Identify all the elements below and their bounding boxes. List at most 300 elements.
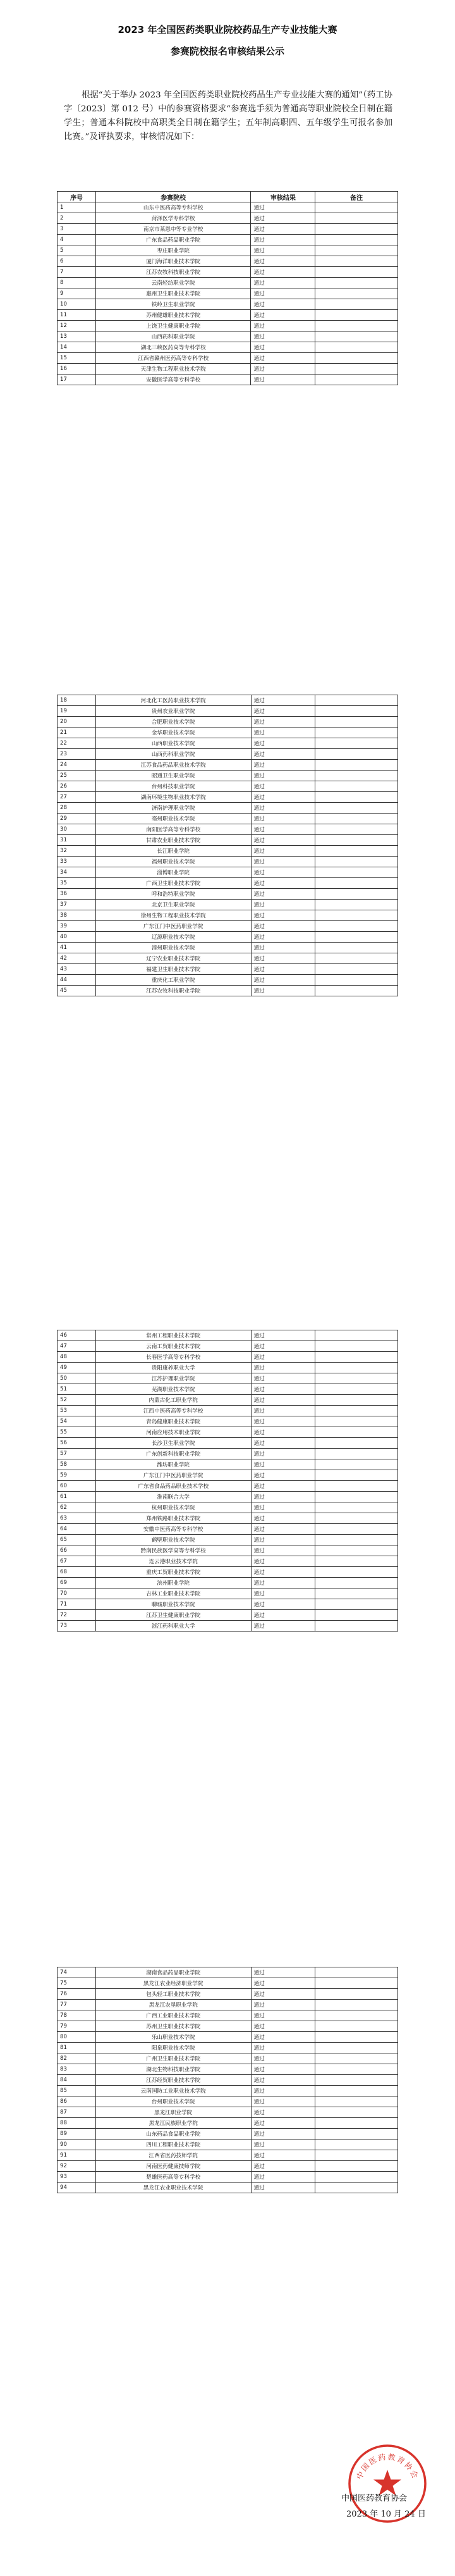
row-remark: [315, 1545, 398, 1556]
row-result: 通过: [251, 900, 315, 910]
row-remark: [315, 235, 398, 245]
row-index: 17: [58, 375, 96, 385]
results-table-page-4: [57, 1967, 398, 2193]
row-index: 37: [58, 900, 96, 910]
row-remark: [315, 2118, 398, 2129]
row-index: 86: [58, 2096, 96, 2107]
row-index: 38: [58, 910, 96, 921]
row-result: 通过: [251, 310, 315, 321]
row-school: 江苏农牧科技职业学院: [95, 986, 251, 996]
row-index: 47: [58, 1341, 96, 1352]
row-remark: [315, 932, 398, 943]
row-school: 山西药科职业学院: [95, 749, 251, 760]
row-index: 32: [58, 846, 96, 857]
row-remark: [315, 2010, 398, 2021]
row-remark: [315, 1524, 398, 1535]
row-index: 42: [58, 953, 96, 964]
row-remark: [315, 975, 398, 986]
row-result: 通过: [251, 1384, 315, 1395]
row-result: 通过: [251, 1978, 315, 1989]
row-result: 通过: [251, 921, 315, 932]
row-remark: [315, 846, 398, 857]
row-school: 漳州职业技术学院: [95, 943, 251, 953]
row-school: 山东药品食品职业学院: [95, 2129, 251, 2139]
table-row: [58, 1513, 398, 1524]
table-row: [58, 2075, 398, 2086]
row-remark: [315, 1384, 398, 1395]
row-index: 12: [58, 321, 96, 331]
table-row: [58, 2032, 398, 2043]
row-index: 68: [58, 1567, 96, 1578]
row-result: 通过: [251, 2096, 315, 2107]
row-result: 通过: [251, 2053, 315, 2064]
row-remark: [315, 1341, 398, 1352]
table-row: [58, 2150, 398, 2161]
row-remark: [315, 749, 398, 760]
row-remark: [315, 706, 398, 717]
row-index: 4: [58, 235, 96, 245]
row-school: 淮南联合大学: [95, 1492, 251, 1502]
row-result: 通过: [251, 910, 315, 921]
row-school: 南阳医学高等专科学校: [95, 824, 251, 835]
row-school: 苏州卫生职业技术学院: [95, 2021, 251, 2032]
row-index: 64: [58, 1524, 96, 1535]
table-row: [58, 2107, 398, 2118]
row-index: 31: [58, 835, 96, 846]
row-index: 44: [58, 975, 96, 986]
row-school: 聊城职业技术学院: [95, 1599, 251, 1610]
row-index: 83: [58, 2064, 96, 2075]
row-school: 常州工程职业技术学院: [95, 1330, 251, 1341]
row-result: 通过: [251, 717, 315, 728]
row-result: 通过: [251, 846, 315, 857]
row-index: 22: [58, 738, 96, 749]
row-index: 51: [58, 1384, 96, 1395]
row-result: 通过: [251, 986, 315, 996]
row-school: 河南医药健康技师学院: [95, 2161, 251, 2172]
table-row: [58, 1459, 398, 1470]
row-remark: [315, 1352, 398, 1363]
row-result: 通过: [251, 771, 315, 781]
row-school: 湖北三峡医药高等专科学校: [95, 342, 251, 353]
row-result: 通过: [251, 375, 315, 385]
row-index: 3: [58, 224, 96, 235]
row-remark: [315, 1459, 398, 1470]
row-remark: [315, 202, 398, 213]
row-result: 通过: [251, 1578, 315, 1588]
table-row: [58, 2010, 398, 2021]
row-result: 通过: [251, 1621, 315, 1632]
row-result: 通过: [251, 235, 315, 245]
row-result: 通过: [251, 964, 315, 975]
seal-text: 中国医药教育协会: [355, 2452, 420, 2481]
row-school: 长春医学高等专科学校: [95, 1352, 251, 1363]
row-index: 16: [58, 364, 96, 375]
row-index: 88: [58, 2118, 96, 2129]
row-remark: [315, 1578, 398, 1588]
row-index: 18: [58, 695, 96, 706]
row-remark: [315, 910, 398, 921]
row-school: 广东江门中医药职业学院: [95, 1470, 251, 1481]
row-school: 郑州铁路职业技术学院: [95, 1513, 251, 1524]
row-remark: [315, 2032, 398, 2043]
row-index: 85: [58, 2086, 96, 2096]
row-remark: [315, 1567, 398, 1578]
table-row: [58, 2139, 398, 2150]
row-index: 30: [58, 824, 96, 835]
table-row: [58, 921, 398, 932]
row-school: 云南工贸职业技术学院: [95, 1341, 251, 1352]
row-result: 通过: [251, 1373, 315, 1384]
row-remark: [315, 1556, 398, 1567]
table-row: [58, 889, 398, 900]
row-index: 25: [58, 771, 96, 781]
row-school: 台州科技职业学院: [95, 781, 251, 792]
row-result: 通过: [251, 814, 315, 824]
row-school: 江苏农牧科技职业学院: [95, 267, 251, 278]
row-index: 15: [58, 353, 96, 364]
signature-date: 2023 年 10 月 24 日: [346, 2510, 426, 2519]
row-school: 江西省赣州医药高等专科学校: [95, 353, 251, 364]
row-remark: [315, 1373, 398, 1384]
row-remark: [315, 824, 398, 835]
row-index: 43: [58, 964, 96, 975]
table-row: [58, 857, 398, 867]
table-row: [58, 846, 398, 857]
row-index: 34: [58, 867, 96, 878]
table-row: [58, 792, 398, 803]
table-row: [58, 932, 398, 943]
row-result: 通过: [251, 2032, 315, 2043]
row-index: 24: [58, 760, 96, 771]
row-result: 通过: [251, 1989, 315, 2000]
row-school: 山西职业技术学院: [95, 738, 251, 749]
table-row: [58, 321, 398, 331]
row-result: 通过: [251, 1556, 315, 1567]
row-remark: [315, 353, 398, 364]
row-remark: [315, 1588, 398, 1599]
table-row: [58, 278, 398, 288]
table-row: [58, 2043, 398, 2053]
table-row: [58, 814, 398, 824]
row-result: 通过: [251, 824, 315, 835]
row-index: 23: [58, 749, 96, 760]
table-row: [58, 1449, 398, 1459]
row-result: 通过: [251, 781, 315, 792]
table-row: [58, 256, 398, 267]
table-row: [58, 964, 398, 975]
table-row: [58, 760, 398, 771]
row-school: 亳州职业技术学院: [95, 814, 251, 824]
row-result: 通过: [251, 706, 315, 717]
row-remark: [315, 878, 398, 889]
row-remark: [315, 2064, 398, 2075]
row-index: 50: [58, 1373, 96, 1384]
row-index: 74: [58, 1967, 96, 1978]
row-index: 92: [58, 2161, 96, 2172]
row-remark: [315, 1438, 398, 1449]
row-school: 广西卫生职业技术学院: [95, 878, 251, 889]
table-row: [58, 2172, 398, 2183]
row-result: 通过: [251, 321, 315, 331]
row-result: 通过: [251, 1588, 315, 1599]
row-result: 通过: [251, 1352, 315, 1363]
row-result: 通过: [251, 889, 315, 900]
row-result: 通过: [251, 245, 315, 256]
page-title: 2023 年全国医药类职业院校药品生产专业技能大赛: [118, 24, 337, 35]
row-remark: [315, 1449, 398, 1459]
row-result: 通过: [251, 2010, 315, 2021]
row-remark: [315, 1470, 398, 1481]
row-remark: [315, 1621, 398, 1632]
table-row: [58, 2053, 398, 2064]
table-row: [58, 364, 398, 375]
row-school: 四川工程职业技术学院: [95, 2139, 251, 2150]
row-result: 通过: [251, 749, 315, 760]
row-school: 云南国防工业职业技术学院: [95, 2086, 251, 2096]
page-subtitle: 参赛院校报名审核结果公示: [170, 46, 284, 57]
row-school: 台州职业技术学院: [95, 2096, 251, 2107]
table-row: [58, 353, 398, 364]
row-remark: [315, 288, 398, 299]
row-remark: [315, 760, 398, 771]
table-row: [58, 1989, 398, 2000]
row-result: 通过: [251, 2021, 315, 2032]
row-result: 通过: [251, 342, 315, 353]
row-remark: [315, 342, 398, 353]
row-school: 黑龙江农业职业技术学院: [95, 2183, 251, 2193]
row-result: 通过: [251, 2064, 315, 2075]
row-result: 通过: [251, 1459, 315, 1470]
table-header-row: [58, 192, 398, 202]
row-remark: [315, 321, 398, 331]
row-remark: [315, 771, 398, 781]
table-row: [58, 1545, 398, 1556]
row-result: 通过: [251, 728, 315, 738]
row-result: 通过: [251, 1470, 315, 1481]
table-row: [58, 1363, 398, 1373]
row-remark: [315, 943, 398, 953]
row-index: 79: [58, 2021, 96, 2032]
row-remark: [315, 213, 398, 224]
row-index: 67: [58, 1556, 96, 1567]
row-remark: [315, 267, 398, 278]
table-row: [58, 1610, 398, 1621]
row-school: 广西工业职业技术学院: [95, 2010, 251, 2021]
row-result: 通过: [251, 867, 315, 878]
row-remark: [315, 2000, 398, 2010]
table-row: [58, 2129, 398, 2139]
table-row: [58, 706, 398, 717]
table-row: [58, 299, 398, 310]
row-school: 安徽医学高等专科学校: [95, 375, 251, 385]
row-school: 黑龙江农垦职业学院: [95, 2000, 251, 2010]
row-school: 鹤壁职业技术学院: [95, 1535, 251, 1545]
row-remark: [315, 1513, 398, 1524]
row-index: 80: [58, 2032, 96, 2043]
row-remark: [315, 1989, 398, 2000]
row-remark: [315, 1492, 398, 1502]
table-row: [58, 1341, 398, 1352]
row-remark: [315, 331, 398, 342]
table-row: [58, 1556, 398, 1567]
row-index: 11: [58, 310, 96, 321]
table-row: [58, 824, 398, 835]
row-school: 湖南环境生物职业技术学院: [95, 792, 251, 803]
row-result: 通过: [251, 353, 315, 364]
row-result: 通过: [251, 975, 315, 986]
row-remark: [315, 1967, 398, 1978]
row-school: 长江职业学院: [95, 846, 251, 857]
table-row: [58, 1967, 398, 1978]
row-index: 33: [58, 857, 96, 867]
row-school: 安徽中医药高等专科学校: [95, 1524, 251, 1535]
table-row: [58, 728, 398, 738]
row-result: 通过: [251, 760, 315, 771]
row-result: 通过: [251, 695, 315, 706]
table-row: [58, 2000, 398, 2010]
table-row: [58, 1373, 398, 1384]
table-row: [58, 1599, 398, 1610]
row-remark: [315, 1599, 398, 1610]
row-index: 6: [58, 256, 96, 267]
row-school: 江苏食品药品职业技术学院: [95, 760, 251, 771]
row-index: 9: [58, 288, 96, 299]
row-result: 通过: [251, 2107, 315, 2118]
row-result: 通过: [251, 1341, 315, 1352]
row-remark: [315, 814, 398, 824]
row-index: 55: [58, 1427, 96, 1438]
row-school: 湖南食品药品职业学院: [95, 1967, 251, 1978]
row-remark: [315, 2096, 398, 2107]
row-result: 通过: [251, 1406, 315, 1416]
row-index: 78: [58, 2010, 96, 2021]
table-row: [58, 2086, 398, 2096]
row-result: 通过: [251, 299, 315, 310]
table-row: [58, 1427, 398, 1438]
row-school: 南京市莱恩中等专业学校: [95, 224, 251, 235]
row-index: 58: [58, 1459, 96, 1470]
row-index: 7: [58, 267, 96, 278]
row-result: 通过: [251, 1438, 315, 1449]
table-row: [58, 803, 398, 814]
row-school: 徐州生物工程职业技术学院: [95, 910, 251, 921]
row-school: 山东中医药高等专科学校: [95, 202, 251, 213]
row-index: 63: [58, 1513, 96, 1524]
table-row: [58, 245, 398, 256]
row-result: 通过: [251, 803, 315, 814]
row-school: 昭通卫生职业学院: [95, 771, 251, 781]
header-remark: 备注: [315, 192, 398, 202]
row-remark: [315, 835, 398, 846]
row-remark: [315, 2043, 398, 2053]
row-remark: [315, 2086, 398, 2096]
row-school: 广州卫生职业技术学院: [95, 2053, 251, 2064]
row-result: 通过: [251, 1492, 315, 1502]
row-result: 通过: [251, 953, 315, 964]
row-school: 潍坊职业学院: [95, 1459, 251, 1470]
row-school: 河南应用技术职业学院: [95, 1427, 251, 1438]
row-index: 21: [58, 728, 96, 738]
row-result: 通过: [251, 1481, 315, 1492]
table-row: [58, 986, 398, 996]
row-remark: [315, 1395, 398, 1406]
row-index: 10: [58, 299, 96, 310]
row-school: 楚雄医药高等专科学校: [95, 2172, 251, 2183]
row-remark: [315, 867, 398, 878]
row-remark: [315, 781, 398, 792]
row-remark: [315, 1502, 398, 1513]
row-school: 重庆工贸职业技术学院: [95, 1567, 251, 1578]
row-school: 苏州健雄职业技术学院: [95, 310, 251, 321]
row-remark: [315, 2172, 398, 2183]
row-remark: [315, 2075, 398, 2086]
row-remark: [315, 1427, 398, 1438]
row-result: 通过: [251, 932, 315, 943]
row-remark: [315, 1978, 398, 1989]
table-row: [58, 1492, 398, 1502]
row-result: 通过: [251, 1363, 315, 1373]
row-remark: [315, 986, 398, 996]
row-index: 81: [58, 2043, 96, 2053]
row-result: 通过: [251, 2000, 315, 2010]
row-index: 49: [58, 1363, 96, 1373]
row-school: 广东省食品药品职业技术学校: [95, 1481, 251, 1492]
table-row: [58, 1978, 398, 1989]
row-school: 云南轻纺职业学院: [95, 278, 251, 288]
row-remark: [315, 900, 398, 910]
row-school: 菏泽医学专科学校: [95, 213, 251, 224]
row-index: 27: [58, 792, 96, 803]
row-school: 北京卫生职业学院: [95, 900, 251, 910]
row-school: 铁岭卫生职业学院: [95, 299, 251, 310]
row-index: 29: [58, 814, 96, 824]
row-result: 通过: [251, 835, 315, 846]
row-school: 黑龙江农业经济职业学院: [95, 1978, 251, 1989]
row-school: 阳泉职业技术学院: [95, 2043, 251, 2053]
table-row: [58, 781, 398, 792]
row-school: 吉林工业职业技术学院: [95, 1588, 251, 1599]
row-school: 贵阳康养职业大学: [95, 1363, 251, 1373]
row-result: 通过: [251, 2129, 315, 2139]
table-row: [58, 953, 398, 964]
signature-block: [341, 2491, 449, 2519]
row-remark: [315, 717, 398, 728]
row-result: 通过: [251, 857, 315, 867]
row-result: 通过: [251, 1449, 315, 1459]
table-row: [58, 342, 398, 353]
row-index: 35: [58, 878, 96, 889]
row-index: 76: [58, 1989, 96, 2000]
row-remark: [315, 278, 398, 288]
table-row: [58, 267, 398, 278]
row-result: 通过: [251, 2183, 315, 2193]
row-remark: [315, 224, 398, 235]
table-row: [58, 310, 398, 321]
row-school: 黑龙江民族职业学院: [95, 2118, 251, 2129]
row-school: 江苏护理职业学院: [95, 1373, 251, 1384]
row-result: 通过: [251, 943, 315, 953]
row-school: 合肥职业技术学院: [95, 717, 251, 728]
row-result: 通过: [251, 1524, 315, 1535]
row-school: 福建卫生职业技术学院: [95, 964, 251, 975]
row-index: 14: [58, 342, 96, 353]
row-school: 乐山职业技术学院: [95, 2032, 251, 2043]
row-school: 江苏卫生健康职业学院: [95, 1610, 251, 1621]
row-index: 57: [58, 1449, 96, 1459]
table-row: [58, 1470, 398, 1481]
row-index: 61: [58, 1492, 96, 1502]
